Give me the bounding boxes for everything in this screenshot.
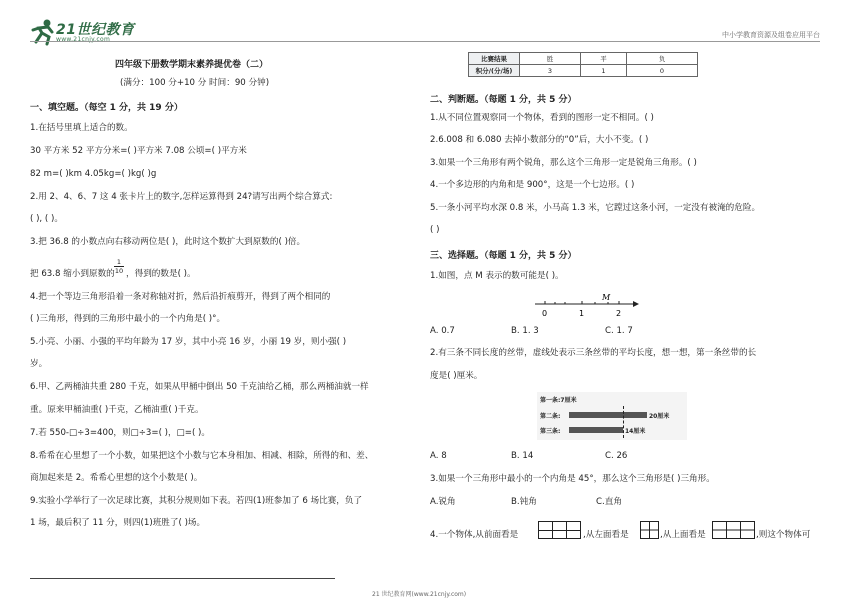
option-a: A. 0.7 — [430, 326, 455, 336]
ribbon-length: 20厘米 — [649, 413, 670, 420]
s2-line: 2.6.008 和 6.080 去掉小数部分的“0”后，大小不变。( ) — [430, 135, 649, 145]
table-row — [469, 65, 698, 77]
ribbon-label: 第一条:7厘米 — [540, 397, 577, 404]
section1-heading: 一、填空题。（每空 1 分，共 19 分） — [30, 103, 183, 113]
table-cell: 0 — [627, 65, 698, 77]
s1-line: 7.若 550-□÷3=400，则□÷3=( )，□=( )。 — [30, 428, 210, 438]
table-header: 平 — [581, 53, 627, 65]
header-divider — [30, 41, 820, 42]
s1-line: 9.实验小学举行了一次足球比赛，其积分规则如下表。若四(1)班参加了 6 场比赛，负了 — [30, 496, 363, 506]
table-row — [469, 53, 698, 65]
s1-line: ( )三角形，得到的三角形中最小的一个内角是( )°。 — [30, 314, 226, 324]
s1-line: 1 场，最后积了 11 分，则四(1)班胜了( )场。 — [30, 518, 206, 528]
option-b: B.钝角 — [511, 497, 537, 507]
number-line-label: 0 — [542, 309, 548, 318]
table-header: 比赛结果 — [469, 53, 520, 65]
table-header: 胜 — [520, 53, 581, 65]
top-view-icon — [712, 521, 756, 539]
s3-q1: 1.如图，点 M 表示的数可能是( )。 — [430, 271, 564, 281]
s1-line: 把 63.8 缩小到原数的 — [30, 269, 115, 279]
s1-line: 3.把 36.8 的小数点向右移动两位是( )，此时这个数扩大到原数的( )倍。 — [30, 237, 306, 247]
s1-line: 6.甲、乙两桶油共重 280 千克，如果从甲桶中倒出 50 千克油给乙桶，那么两桶油就一样 — [30, 382, 369, 392]
s1-line: 30 平方米 52 平方分米=( )平方米 7.08 公顷=( )平方米 — [30, 146, 247, 156]
logo — [30, 18, 135, 48]
footer-divider — [30, 578, 335, 579]
exam-info: (满分：100 分+10 分 时间：90 分钟) — [120, 78, 270, 88]
s1-line: 5.小亮、小丽、小强的平均年龄为 17 岁，其中小亮 16 岁，小丽 19 岁，则小强( ) — [30, 337, 347, 347]
ribbon-diagram — [537, 392, 687, 440]
page-title: 四年级下册数学期末素养提优卷（二） — [115, 60, 269, 70]
s1-line: 2.用 2、4、6、7 这 4 张卡片上的数字,怎样运算得到 24?请写出两个综合算式: — [30, 192, 333, 202]
s3-q4-part: ,则这个物体可 — [756, 530, 811, 540]
option-c: C. 26 — [605, 451, 628, 461]
ribbon-label: 第三条: — [540, 428, 561, 435]
ribbon-bar — [569, 427, 623, 433]
number-line — [535, 292, 645, 320]
s3-q3: 3.如果一个三角形中最小的一个内角是 45°，那么这个三角形是( )三角形。 — [430, 474, 715, 484]
number-line-label: 1 — [579, 309, 585, 318]
point-m-label: M — [602, 293, 611, 302]
table-cell: 3 — [520, 65, 581, 77]
number-line-label: 2 — [616, 309, 622, 318]
s3-q2-line: 度是( )厘米。 — [430, 371, 483, 381]
s1-line: 重。原来甲桶油重( )千克，乙桶油重( )千克。 — [30, 405, 204, 415]
s2-line: 5.一条小河平均水深 0.8 米，小马高 1.3 米，它蹚过这条小河，一定没有被淹的危险。 — [430, 203, 761, 213]
s1-line: ( ), ( )。 — [30, 214, 63, 224]
platform-name: 中小学教育资源及组卷应用平台 — [722, 31, 820, 39]
option-b: B. 1. 3 — [511, 326, 539, 336]
logo-text: 21世纪教育 — [56, 22, 135, 38]
option-c: C. 1. 7 — [605, 326, 633, 336]
s2-line: 3.如果一个三角形有两个锐角，那么这个三角形一定是锐角三角形。( ) — [430, 158, 697, 168]
option-c: C.直角 — [596, 497, 622, 507]
s1-line: ，得到的数是( )。 — [126, 269, 196, 279]
table-header: 负 — [627, 53, 698, 65]
s3-q2-line: 2.有三条不同长度的丝带，虚线处表示三条丝带的平均长度，想一想，第一条丝带的长 — [430, 348, 757, 358]
s2-line: ( ) — [430, 225, 440, 235]
fraction — [114, 258, 124, 275]
footer-text: 21 世纪教育网(www.21cnjy.com) — [372, 591, 467, 598]
s1-line: 82 m=( )km 4.05kg=( )kg( )g — [30, 169, 157, 179]
left-view-icon — [640, 521, 660, 539]
option-b: B. 14 — [511, 451, 534, 461]
ribbon-label: 第二条: — [540, 413, 561, 420]
option-a: A.锐角 — [430, 497, 456, 507]
s3-q4-part: ,从左面看是 — [583, 530, 629, 540]
s1-line: 1.在括号里填上适合的数。 — [30, 123, 133, 133]
fraction-denominator: 10 — [114, 267, 124, 275]
s1-line: 8.希希在心里想了一个小数，如果把这个小数与它本身相加、相减、相除，所得的和、差、 — [30, 451, 374, 461]
average-dashed-line — [623, 406, 624, 438]
section3-heading: 三、选择题。（每题 1 分，共 5 分） — [430, 251, 577, 261]
s1-line: 4.把一个等边三角形沿着一条对称轴对折，然后沿折痕剪开，得到了两个相同的 — [30, 292, 331, 302]
s2-line: 4.一个多边形的内角和是 900°，这是一个七边形。( ) — [430, 180, 635, 190]
table-cell: 积分/(分/场) — [469, 65, 520, 77]
s1-line: 商加起来是 2。希希心里想的这个小数是( )。 — [30, 473, 203, 483]
front-view-icon — [538, 521, 582, 539]
score-table — [468, 52, 698, 77]
s1-line: 岁。 — [30, 359, 48, 369]
logo-subtext: www.21cnjy.com — [56, 36, 111, 43]
section2-heading: 二、判断题。（每题 1 分，共 5 分） — [430, 95, 577, 105]
ribbon-bar — [569, 412, 647, 418]
table-cell: 1 — [581, 65, 627, 77]
s3-q4-part: 4.一个物体,从前面看是 — [430, 530, 519, 540]
s2-line: 1.从不同位置观察同一个物体，看到的图形一定不相同。( ) — [430, 113, 654, 123]
s3-q4-part: ,从上面看是 — [660, 530, 706, 540]
ribbon-length: 14厘米 — [625, 428, 646, 435]
fraction-numerator: 1 — [114, 258, 124, 267]
option-a: A. 8 — [430, 451, 447, 461]
